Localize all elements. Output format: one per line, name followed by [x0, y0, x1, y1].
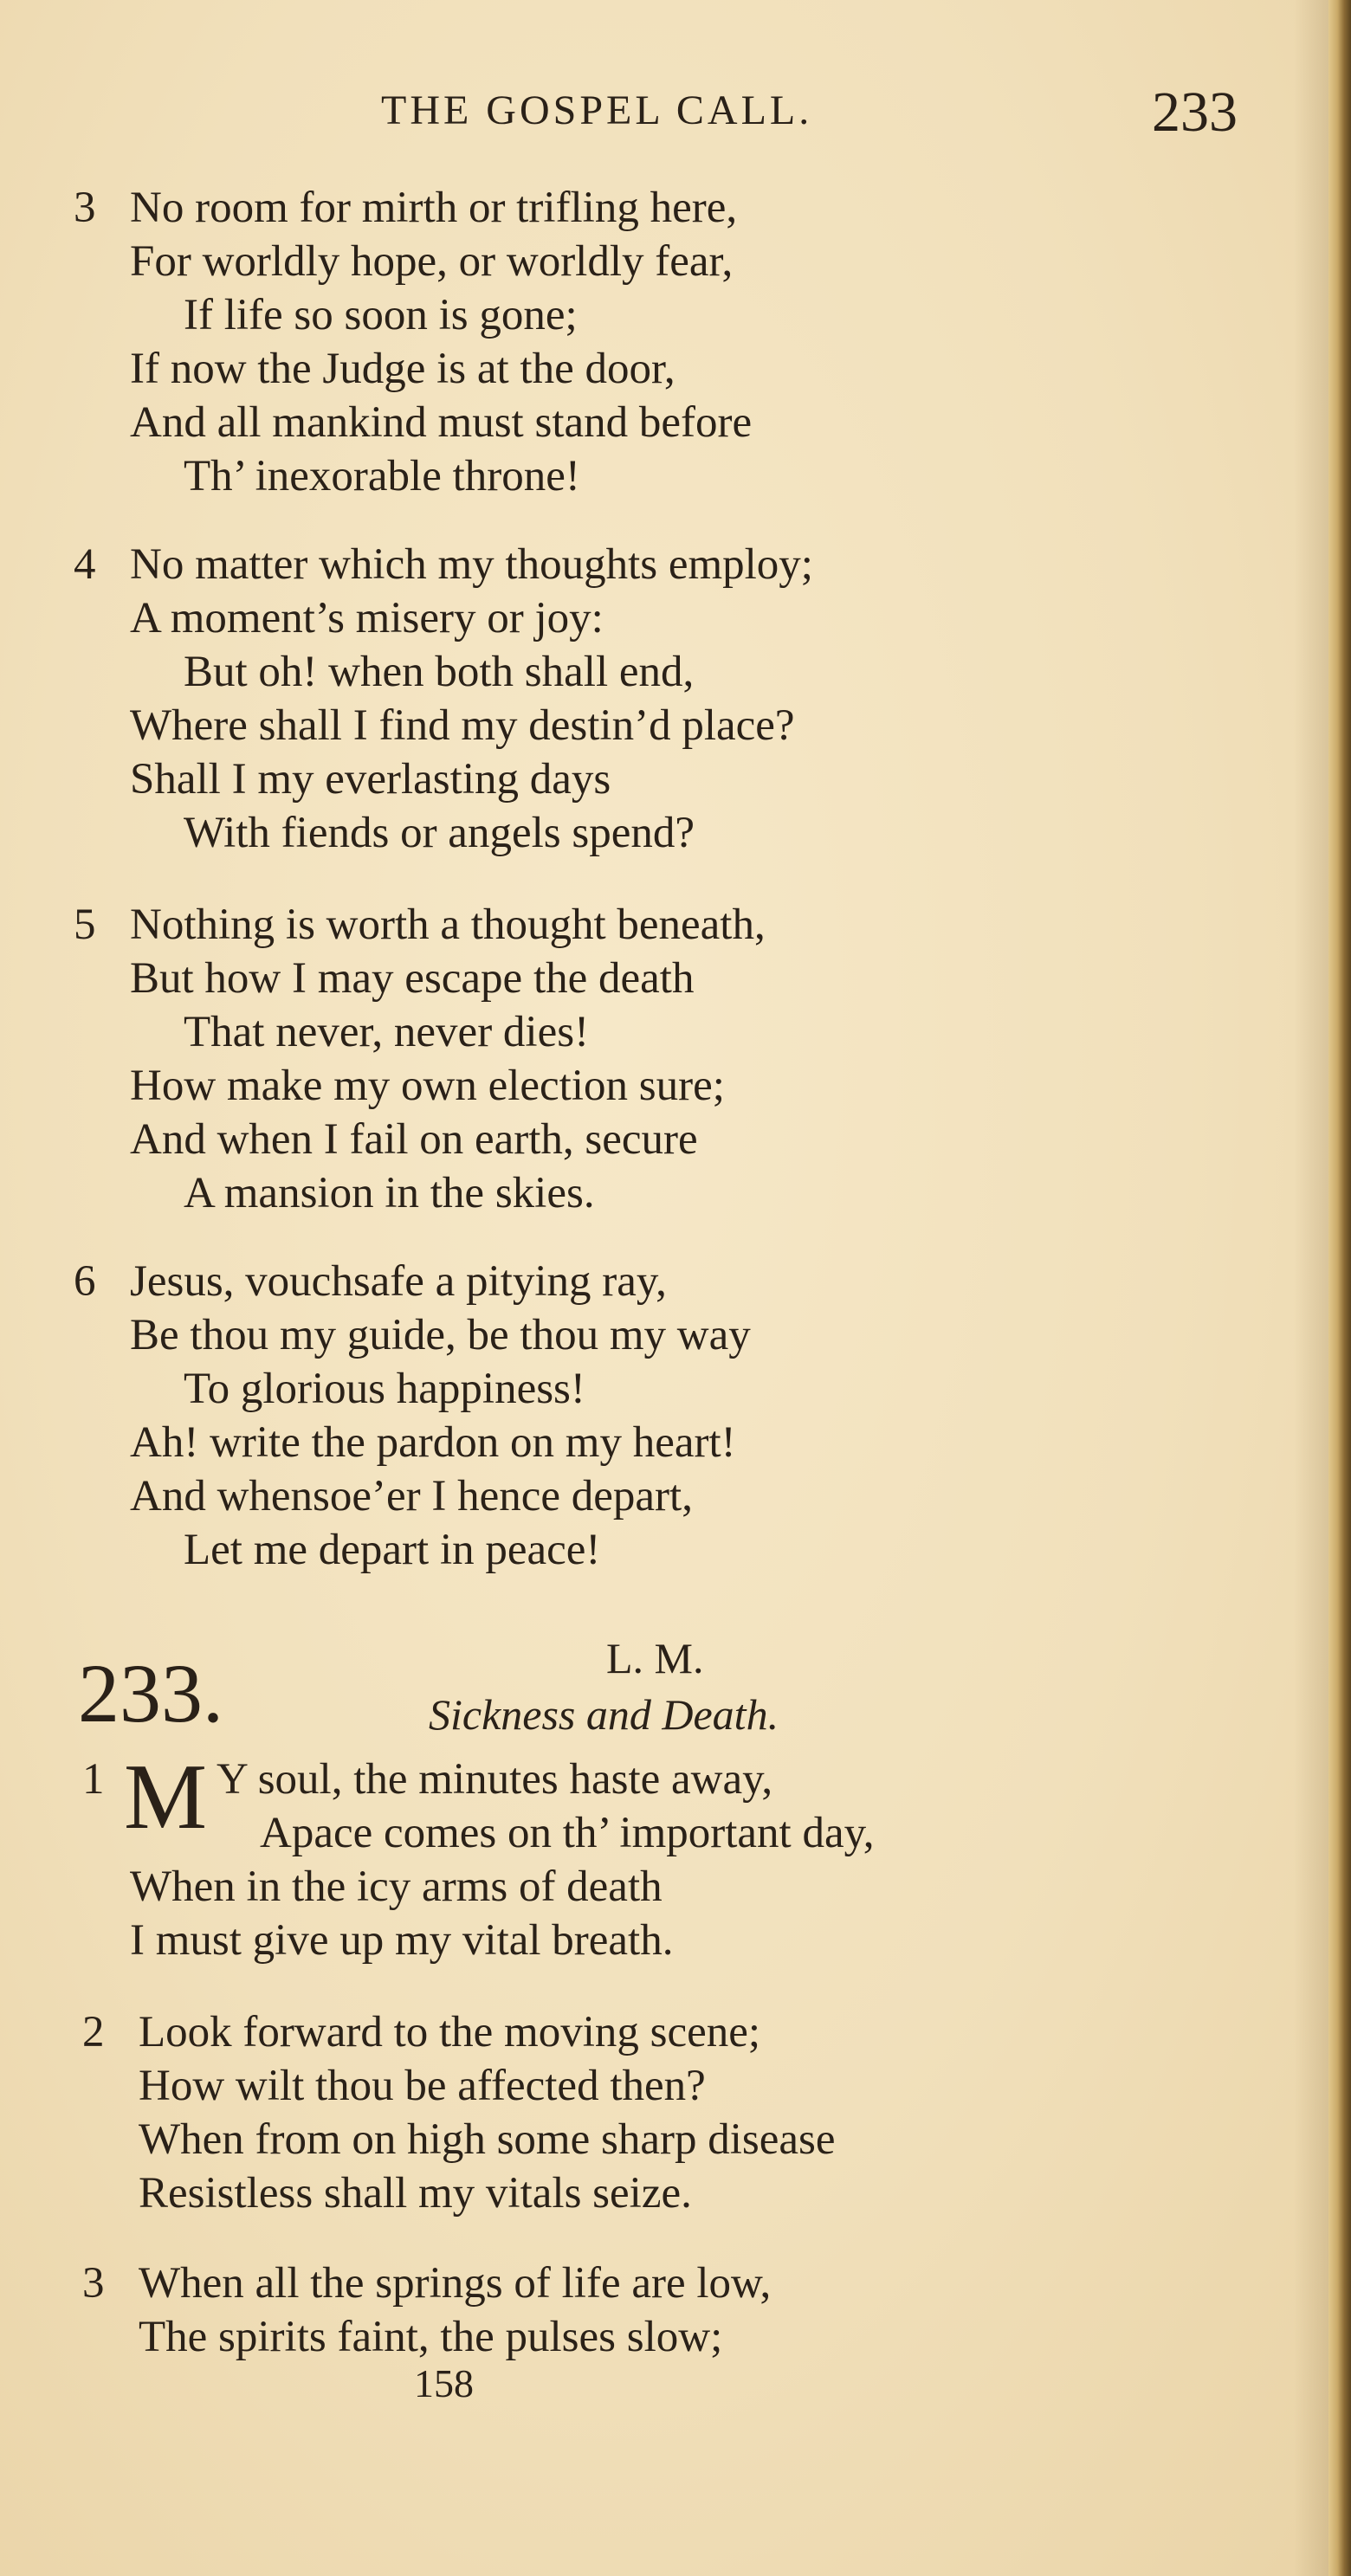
hymn-meter: L. M. — [606, 1634, 704, 1682]
verse-line: With fiends or angels spend? — [184, 809, 695, 857]
verse-number: 3 — [74, 184, 96, 232]
verse-line: But oh! when both shall end, — [184, 648, 695, 696]
verse-line: When in the icy arms of death — [130, 1863, 663, 1911]
verse-line: Apace comes on th’ important day, — [260, 1809, 875, 1857]
verse-line: How wilt thou be affected then? — [139, 2062, 706, 2110]
verse-line: Th’ inexorable throne! — [184, 452, 580, 500]
verse-line: But how I may escape the death — [130, 954, 695, 1003]
running-title: THE GOSPEL CALL. — [381, 87, 813, 133]
hymn-subject: Sickness and Death. — [429, 1690, 779, 1739]
verse-line: No room for mirth or trifling here, — [130, 184, 738, 232]
verse-line: No matter which my thoughts employ; — [130, 540, 813, 589]
verse-line: Resistless shall my vitals seize. — [139, 2169, 692, 2218]
verse-line: When all the springs of life are low, — [139, 2259, 772, 2308]
verse-line: Nothing is worth a thought beneath, — [130, 901, 766, 949]
drop-cap: M — [124, 1746, 208, 1849]
verse-number: 5 — [74, 901, 96, 949]
verse-line: Look forward to the moving scene; — [139, 2008, 761, 2056]
verse-line: That never, never dies! — [184, 1008, 590, 1056]
verse-line: Be thou my guide, be thou my way — [130, 1311, 751, 1359]
gutter-shadow — [1294, 0, 1328, 2576]
verse-number: 2 — [82, 2008, 105, 2056]
verse-number: 3 — [82, 2259, 105, 2308]
verse-line: For worldly hope, or worldly fear, — [130, 237, 734, 286]
verse-line: Let me depart in peace! — [184, 1526, 601, 1574]
verse-line: To glorious happiness! — [184, 1365, 585, 1413]
verse-line: Jesus, vouchsafe a pitying ray, — [130, 1257, 667, 1306]
verse-line: And when I fail on earth, secure — [130, 1115, 698, 1164]
page-number: 233 — [1152, 81, 1238, 144]
verse-number: 1 — [82, 1755, 105, 1804]
verse-line: The spirits faint, the pulses slow; — [139, 2313, 723, 2361]
verse-line: And all mankind must stand before — [130, 398, 753, 447]
hymn-number: 233. — [78, 1647, 223, 1740]
verse-line: A moment’s misery or joy: — [130, 594, 604, 642]
verse-line: If now the Judge is at the door, — [130, 345, 676, 393]
verse-line: How make my own election sure; — [130, 1062, 725, 1110]
verse-line: When from on high some sharp disease — [139, 2115, 836, 2164]
verse-line: And whensoe’er I hence depart, — [130, 1472, 693, 1520]
verse-line: A mansion in the skies. — [184, 1169, 595, 1217]
verse-number: 4 — [74, 540, 96, 589]
verse-line: If life so soon is gone; — [184, 291, 578, 339]
verse-line: Y soul, the minutes haste away, — [217, 1755, 773, 1804]
book-gutter — [1328, 0, 1351, 2576]
verse-line: I must give up my vital breath. — [130, 1916, 674, 1965]
signature-mark: 158 — [414, 2361, 474, 2405]
verse-line: Shall I my everlasting days — [130, 755, 611, 804]
verse-number: 6 — [74, 1257, 96, 1306]
verse-line: Where shall I find my destin’d place? — [130, 701, 795, 750]
verse-line: Ah! write the pardon on my heart! — [130, 1418, 736, 1467]
